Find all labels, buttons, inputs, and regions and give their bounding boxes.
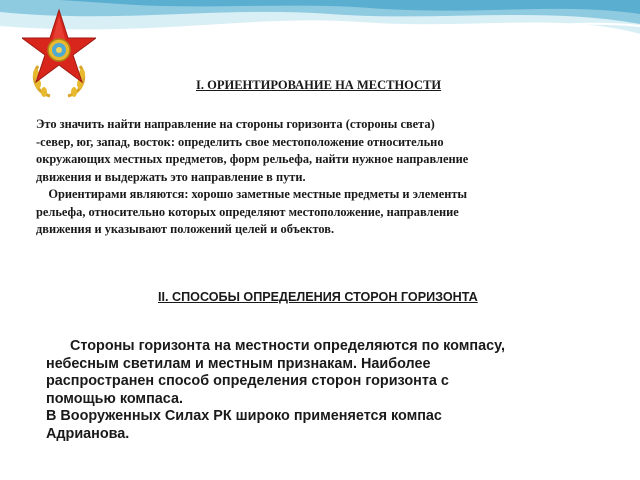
header-wave-decoration (0, 0, 640, 60)
paragraph-line: помощью компаса. (46, 390, 183, 407)
paragraph-line: небесным светилам и местным признакам. Наиболее (46, 355, 431, 372)
section-1-paragraph (36, 116, 614, 239)
paragraph-line: В Вооруженных Силах РК широко применяется компас (46, 408, 442, 425)
paragraph-line: окружающих местных предметов, форм рельефа, найти нужное направление (36, 152, 469, 166)
paragraph-line: -север, юг, запад, восток: определить свое местоположение относительно (36, 134, 444, 149)
paragraph-line: Это значить найти направление на стороны горизонта (стороны света) (36, 117, 435, 131)
paragraph-line: рельефа, относительно которых определяют местоположение, направление (36, 204, 459, 219)
section-2-paragraph (46, 338, 616, 444)
red-star-emblem-icon (22, 8, 96, 104)
paragraph-line: распространен способ определения сторон горизонта с (46, 373, 449, 390)
paragraph-line: Адрианова. (46, 425, 130, 442)
paragraph-line: движения и выдержать это направление в пути. (36, 169, 306, 184)
paragraph-line: движения и указывают положений целей и объектов. (36, 222, 335, 236)
paragraph-line: Стороны горизонта на местности определяются по компасу, (46, 338, 506, 354)
section-2-title: II. СПОСОБЫ ОПРЕДЕЛЕНИЯ СТОРОН ГОРИЗОНТА (158, 290, 478, 304)
section-1-title: I. ОРИЕНТИРОВАНИЕ НА МЕСТНОСТИ (196, 78, 442, 92)
paragraph-line: Ориентирами являются: хорошо заметные местные предметы и элементы (36, 187, 468, 201)
